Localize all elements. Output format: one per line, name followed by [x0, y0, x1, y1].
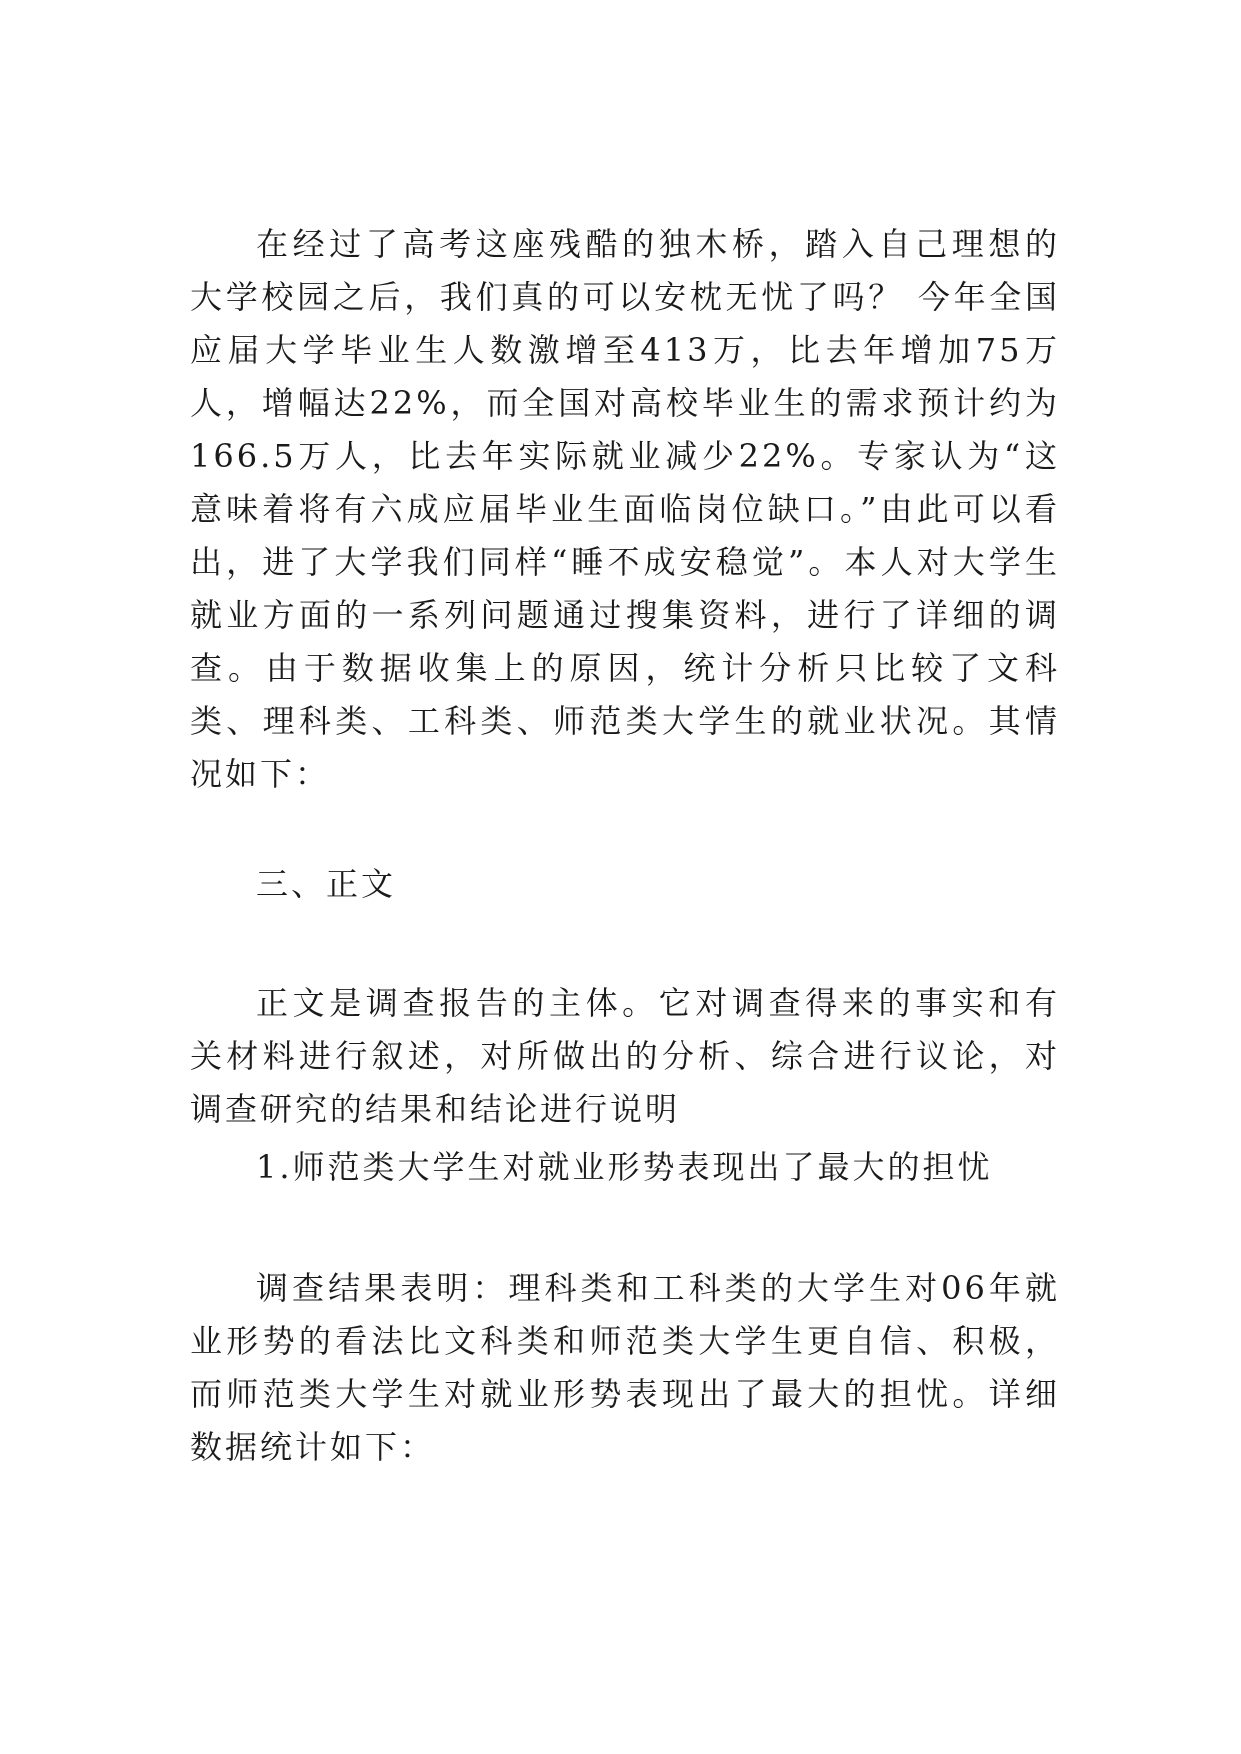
subheading: 1.师范类大学生对就业形势表现出了最大的担忧 — [256, 1148, 993, 1186]
intro-paragraph: 在经过了高考这座残酷的独木桥，踏入自己理想的大学校园之后，我们真的可以安枕无忧了吗？ 今年全国应届大学毕业生人数激增至413万，比去年增加75万人，增幅达22%，而全国对高校毕业生的需求预计约为166.5万人，比去年实际就业减少22%。专家认为“这意味着将有六成应届毕业生面临岗位缺口。”由此可以看出，进了大学我们同样“睡不成安稳觉”。本人对大学生就业方面的一系列问题通过搜集资料，进行了详细的调查。由于数据收集上的原因，统计分析只比较了文科类、理科类、工科类、师范类大学生的就业状况。其情况如下： — [190, 225, 1060, 793]
body-paragraph: 正文是调查报告的主体。它对调查得来的事实和有关材料进行叙述，对所做出的分析、综合进行议论，对调查研究的结果和结论进行说明 — [190, 984, 1060, 1128]
section-heading: 三、正文 — [256, 865, 397, 903]
findings-paragraph: 调查结果表明：理科类和工科类的大学生对06年就业形势的看法比文科类和师范类大学生更自信、积极，而师范类大学生对就业形势表现出了最大的担忧。详细数据统计如下： — [190, 1269, 1060, 1466]
